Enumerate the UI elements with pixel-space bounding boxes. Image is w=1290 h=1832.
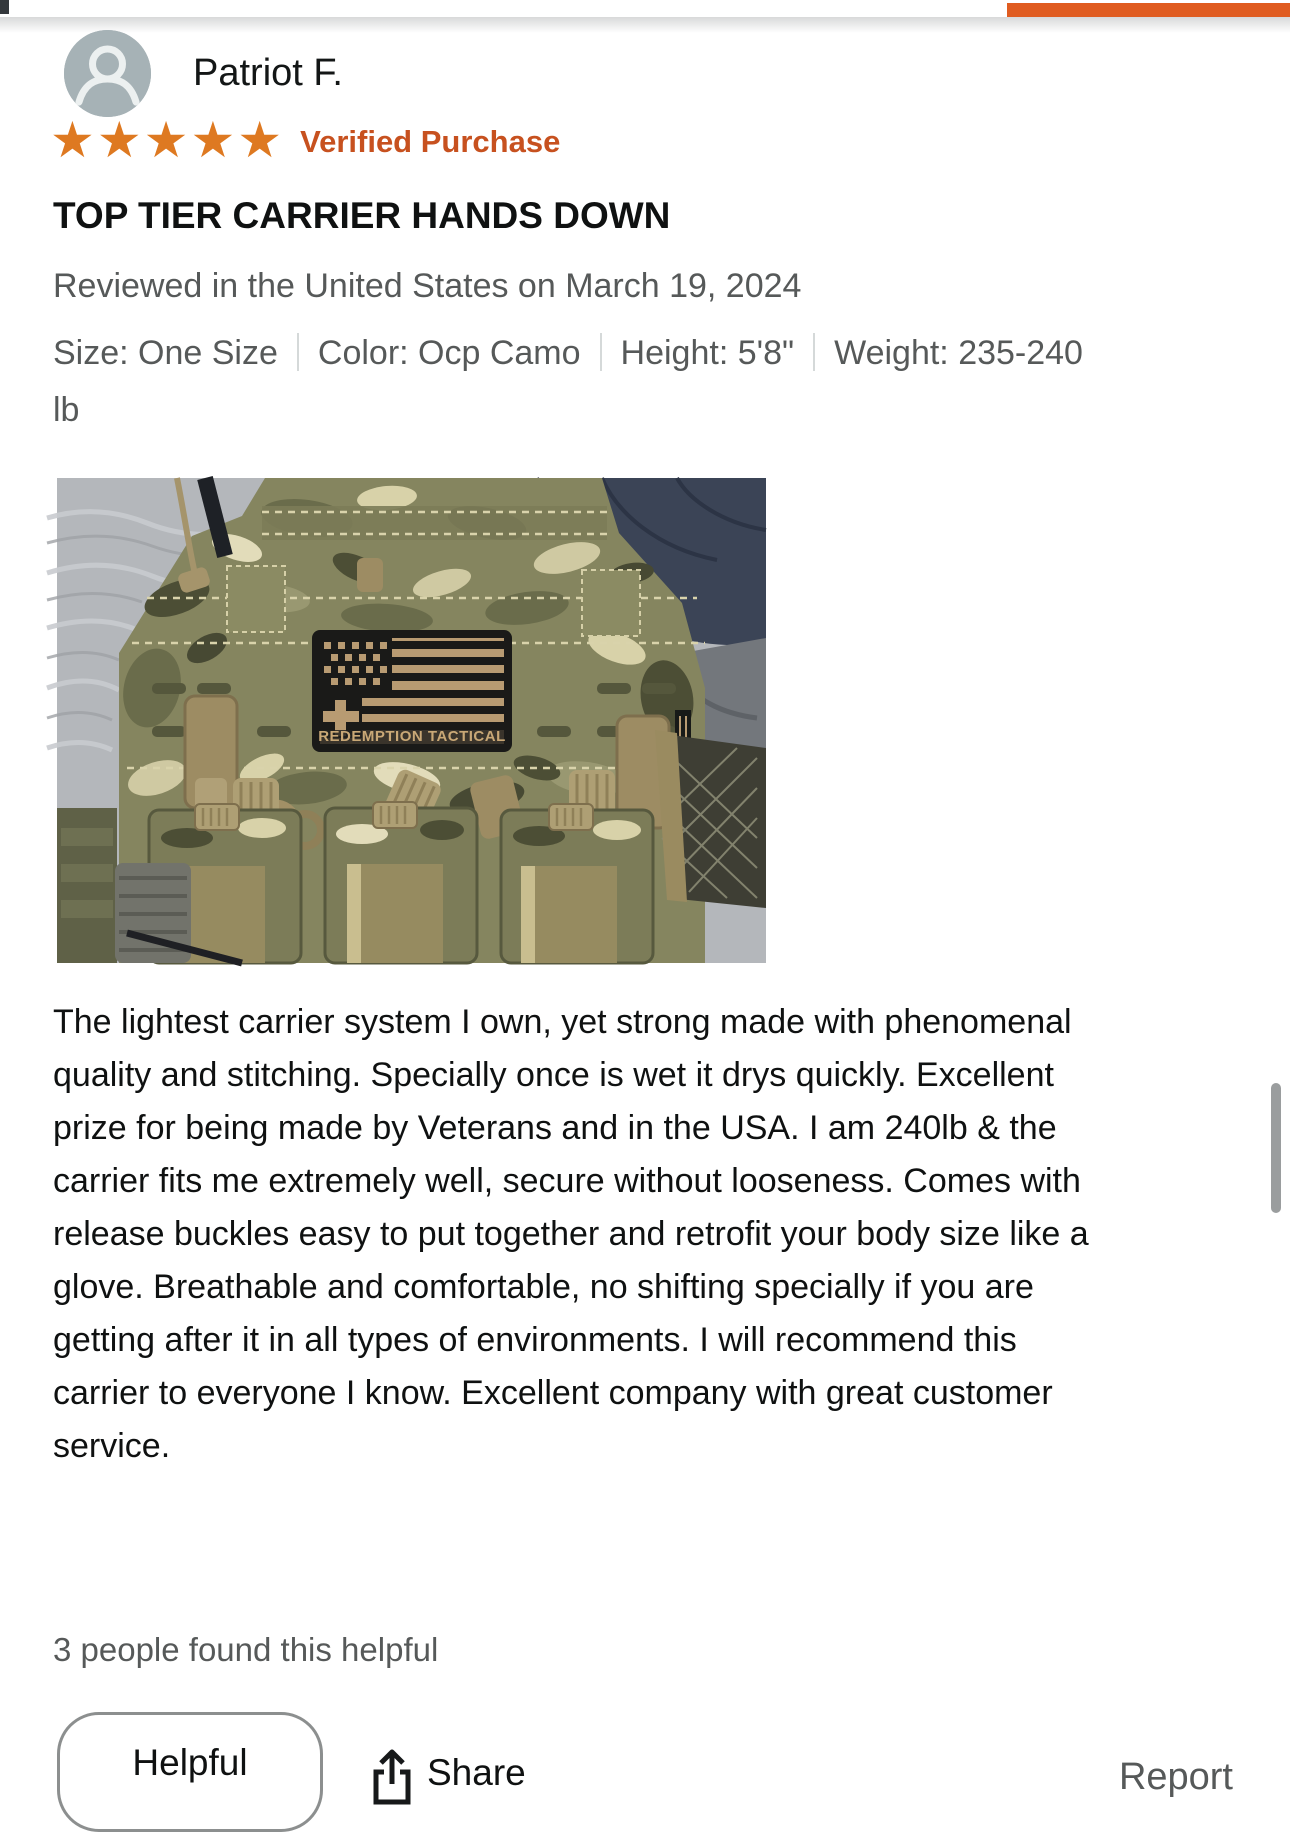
attr-color: Color: Ocp Camo (317, 334, 581, 372)
plate-carrier-photo-illustration (57, 478, 766, 963)
attr-weight: Weight: 235-240 lb (53, 334, 1083, 429)
share-icon (371, 1750, 413, 1806)
helpful-button[interactable]: Helpful (57, 1712, 323, 1832)
attr-divider (600, 333, 602, 371)
attr-divider (297, 333, 299, 371)
attr-divider (813, 333, 815, 371)
review-date: Reviewed in the United States on March 19, 2024 (53, 267, 802, 305)
attr-size: Size: One Size (53, 334, 278, 372)
helpful-count: 3 people found this helpful (53, 1631, 439, 1668)
progress-indicator-bar (1007, 3, 1290, 17)
person-icon (64, 30, 151, 117)
top-bar-shadow (0, 17, 1290, 33)
review-body-text: The lightest carrier system I own, yet strong made with phenomenal quality and stitching. Specially once is wet it drys quickly. Excellent prize for being made by Veterans and in the USA. I am 240lb & the carrier fits me extremely well, secure without looseness. Comes with release buckles easy to put together and retrofit your body size like a glove. Breathable and comfortable, no shifting specially if you are getting after it in all types of environments. I will recommend this carrier to everyone I know. Excellent company with great customer service. (53, 1003, 1089, 1465)
share-button[interactable] (371, 1712, 526, 1806)
share-label: Share (427, 1752, 526, 1793)
top-left-artifact (0, 0, 9, 14)
verified-purchase-badge[interactable]: Verified Purchase (300, 124, 561, 159)
patch-text: REDEMPTION TACTICAL (318, 728, 506, 745)
rating-row (50, 113, 560, 167)
review-title: TOP TIER CARRIER HANDS DOWN (53, 195, 671, 236)
review-actions-row (57, 1712, 1233, 1832)
report-link[interactable]: Report (1118, 1756, 1233, 1798)
variant-attributes (53, 325, 1098, 439)
avatar[interactable] (64, 30, 151, 117)
scrollbar-thumb[interactable] (1271, 1083, 1281, 1213)
review-photo[interactable] (57, 478, 766, 963)
star-rating-icons: ★★★★★ (50, 112, 285, 168)
reviewer-name[interactable]: Patriot F. (193, 52, 343, 94)
attr-height: Height: 5'8" (620, 334, 795, 372)
